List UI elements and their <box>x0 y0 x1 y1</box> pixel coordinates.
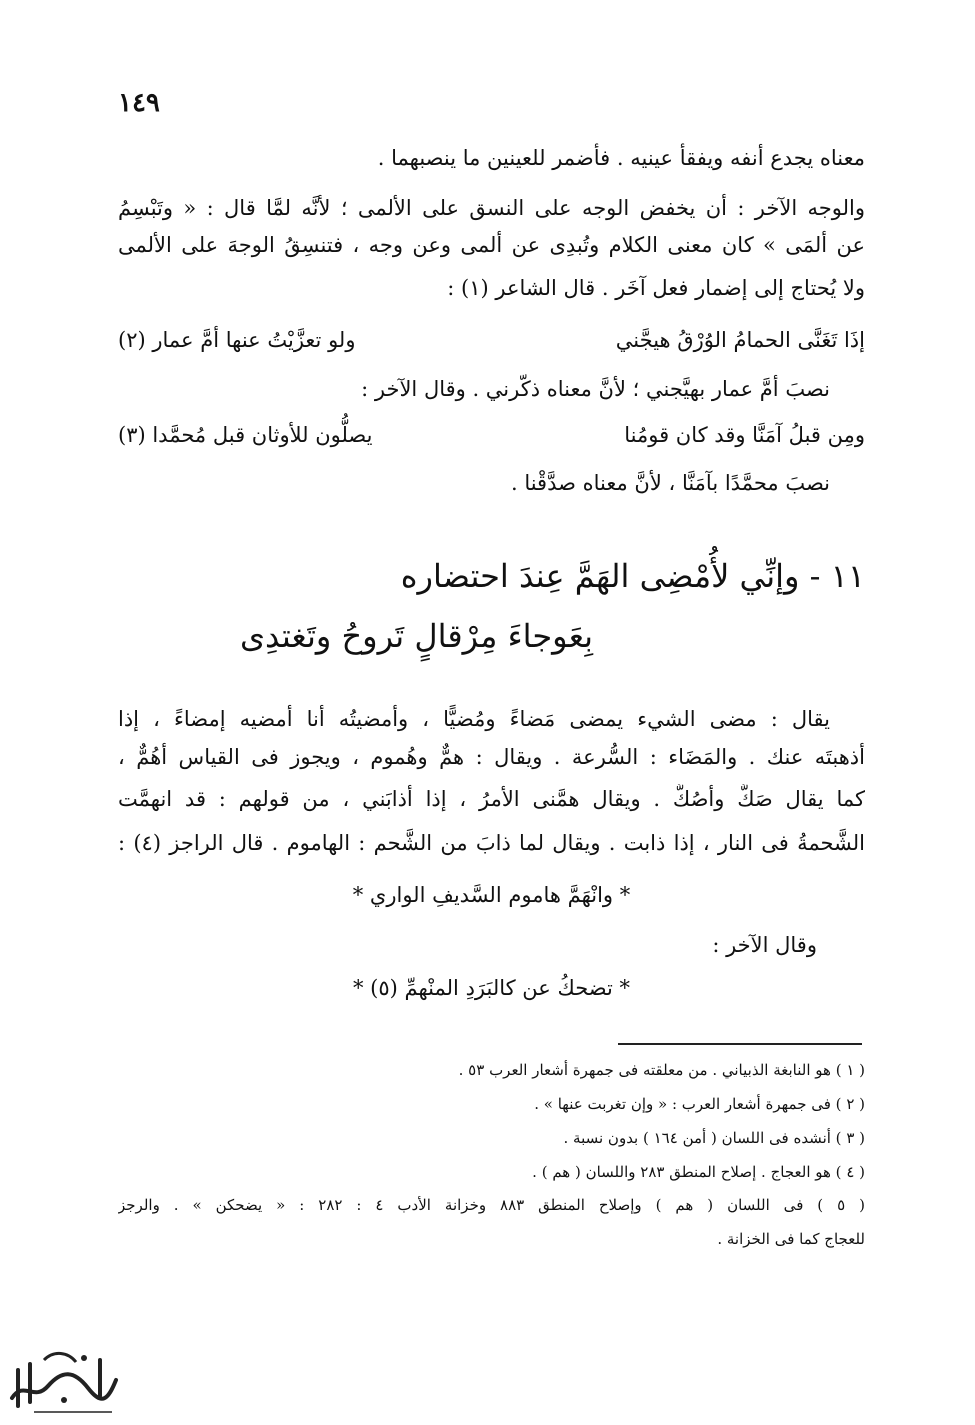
poem-heading-line-2: بِعَوجاءَ مِرْقالٍ تَروحُ وتَغتدِى <box>240 617 594 655</box>
verse-2 <box>118 420 865 454</box>
library-stamp-logo <box>4 1340 122 1418</box>
para-line-4: الشَّحمةُ فى النار ، إذا ذابت . ويقال لما ذابَ من الشَّحم : الهاموم . قال الراجز (٤) : <box>118 831 865 855</box>
footnote-separator <box>618 1043 862 1045</box>
other-poet-intro: وقال الآخر : <box>712 933 817 957</box>
footnote-3: ( ٣ ) أنشده فى اللسان ( أمن ١٦٤ ) بدون نسبة . <box>563 1129 865 1147</box>
body-line-2: والوجه الآخر : أن يخفض الوجه على النسق على الألمى ؛ لأنَّه لمَّا قال : « وتَبْسِمُ <box>118 196 865 220</box>
verse-1-second-hemistich: ولو تعزَّيْتُ عنها أمَّ عمار (٢) <box>118 328 356 352</box>
para-line-2: أذهبتَه عنك . والمَضَاء : السُّرعة . ويقال : همٌّ وهُموم ، ويجوز فى القياس أهُمٌّ ، <box>118 745 865 769</box>
verse-2-first-hemistich: ومِن قبلُ آمَنَّا وقد كان قومُنا <box>624 423 865 447</box>
body-line-3: عن ألمَى » كان معنى الكلام وتُبدِى عن ألمى وعن وجه ، فتنسِقُ الوجهَ على الألمى <box>118 233 865 257</box>
rajaz-line-2: * تضحكُ عن كالبَرَدِ المنْهمِّ (٥) * <box>353 976 630 1000</box>
footnote-1: ( ١ ) هو النابغة الذبياني . من معلقته فى جمهرة أشعار العرب ٥٣ . <box>458 1061 865 1079</box>
rajaz-line-1: * وانْهَمَّ هاموم السَّديفِ الواري * <box>352 883 631 907</box>
body-line-1: معناه يجدع أنفه ويفقأ عينيه . فأضمر للعينين ما ينصبهما . <box>377 146 865 170</box>
verse-1-commentary: نصبَ أمَّ عمار بهيَّجني ؛ لأنَّ معناه ذكّرني . وقال الآخر : <box>361 377 830 401</box>
verse-2-commentary: نصبَ محمَّدًا بآمَنَّا ، لأنَّ معناه صدَّقْنا . <box>510 471 830 495</box>
footnote-5-continuation: للعجاج كما فى الخزانة . <box>717 1230 865 1248</box>
para-line-3: كما يقال صَكٌّ وأصُكٌّ . ويقال همَّنى الأمرُ ، إذا أذابَني ، من قولهم : قد انهمَّت <box>118 787 865 811</box>
verse-2-second-hemistich: يصلُّون للأوثان قبل مُحمَّدا (٣) <box>118 423 373 447</box>
body-line-4: ولا يُحتاج إلى إضمار فعل آخَر . قال الشاعر (١) : <box>447 276 865 300</box>
footnote-5: ( ٥ ) فى اللسان ( هم ) وإصلاح المنطق ٨٨٣ وخزانة الأدب ٤ : ٢٨٢ : « يضحكن » . والرجز <box>118 1196 865 1214</box>
verse-1 <box>118 325 865 359</box>
footnote-2: ( ٢ ) فى جمهرة أشعار العرب : « وإن تغربت عنها » . <box>534 1095 865 1113</box>
verse-1-first-hemistich: إذَا تَغَنَّى الحمامُ الوُرْقُ هيجَّني <box>615 328 865 352</box>
footnote-4: ( ٤ ) هو العجاج . إصلاح المنطق ٢٨٣ واللسان ( هم ) . <box>532 1163 865 1181</box>
para-line-1: يقال : مضى الشيء يمضى مَضاءً ومُضيًّا ، وأمضيتُه أنا أمضيه إمضاءً ، إذا <box>118 707 830 731</box>
page-number: ١٤٩ <box>118 88 160 118</box>
poem-heading-line-1: ١١ - وإنِّي لأُمْضِى الهَمَّ عِندَ احتضاره <box>400 557 865 595</box>
